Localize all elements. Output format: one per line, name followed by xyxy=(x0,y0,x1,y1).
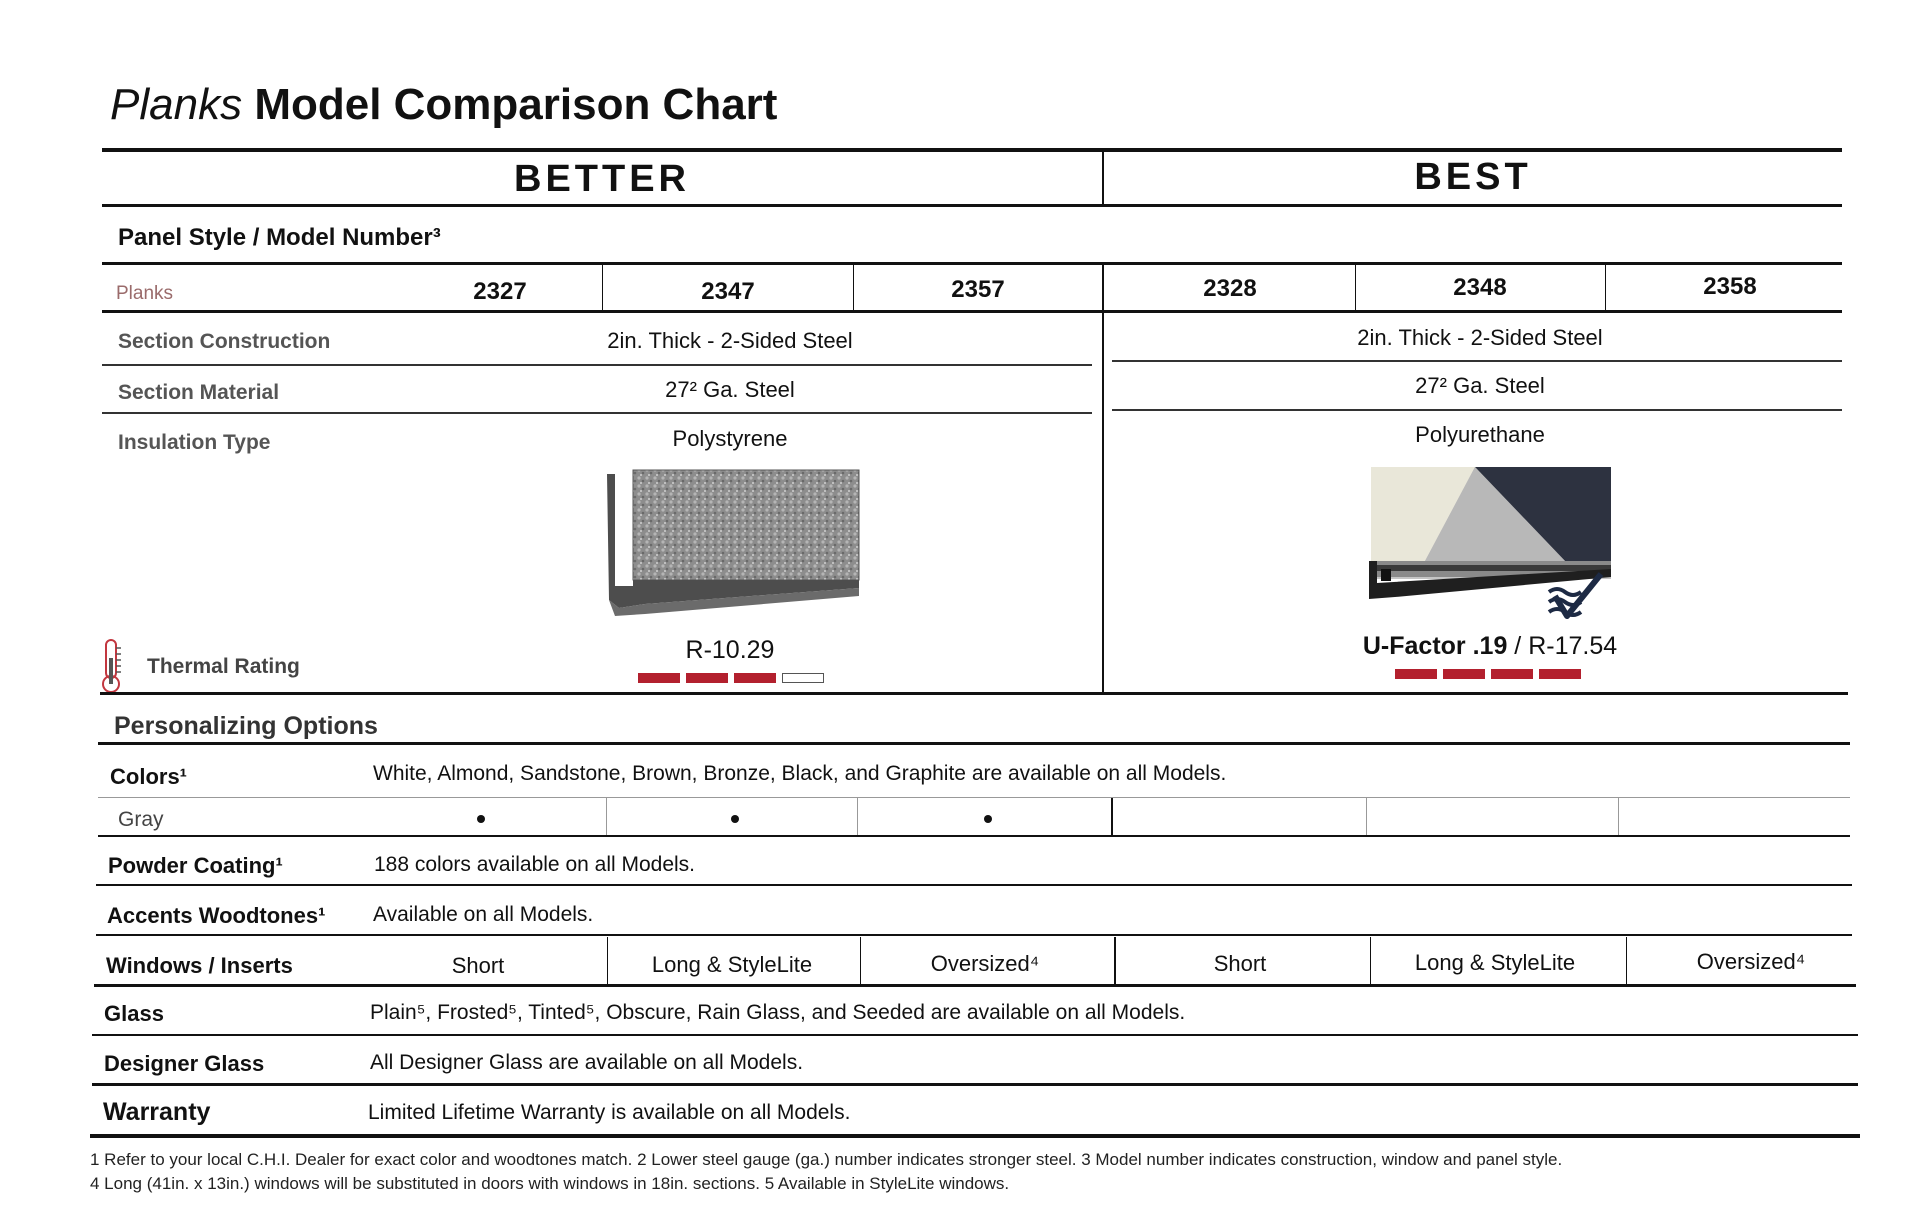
row-rule xyxy=(1112,360,1842,362)
thermal-bar xyxy=(638,673,680,683)
row-rule xyxy=(96,884,1852,886)
colors-label: Colors¹ xyxy=(110,764,187,789)
gray-divider xyxy=(1618,798,1619,836)
window-option: Long & StyleLite xyxy=(651,952,813,977)
row-rule xyxy=(1112,409,1842,411)
model-number: 2327 xyxy=(473,278,527,305)
thermal-rule xyxy=(100,692,1848,695)
thermometer-icon xyxy=(98,638,124,694)
row-rule xyxy=(96,934,1852,936)
section-material-label: Section Material xyxy=(118,381,280,404)
thermal-bar xyxy=(1539,669,1581,679)
window-divider xyxy=(1114,937,1116,984)
section-material-best: 27² Ga. Steel xyxy=(1415,373,1545,398)
thermal-bars-better xyxy=(638,673,828,685)
footnote-line-2: 4 Long (41in. x 13in.) windows will be substituted in doors with windows in 18in. sections. 5 Available in StyleLite windows. xyxy=(90,1174,1010,1193)
gray-divider xyxy=(1366,798,1367,836)
title-bold: Model Comparison Chart xyxy=(254,80,778,129)
gray-label: Gray xyxy=(118,808,164,831)
panel-style-label: Panel Style / Model Number³ xyxy=(118,224,441,251)
tier-divider xyxy=(1102,264,1104,694)
model-divider xyxy=(1605,265,1606,311)
powder-coating-text: 188 colors available on all Models. xyxy=(374,853,696,876)
bottom-rule xyxy=(90,1134,1860,1138)
window-option: Short xyxy=(1213,951,1267,976)
window-divider xyxy=(1626,937,1627,984)
panel-style-rule xyxy=(102,262,1842,265)
window-divider xyxy=(1370,937,1371,984)
u-factor: U-Factor .19 xyxy=(1362,632,1508,660)
model-number: 2347 xyxy=(701,278,755,305)
planks-label: Planks xyxy=(116,283,174,304)
thermal-bar xyxy=(686,673,728,683)
gray-divider xyxy=(1111,798,1113,836)
thermal-best-value xyxy=(1290,632,1690,661)
thermal-bars-best xyxy=(1395,669,1585,681)
polystyrene-panel-image xyxy=(605,468,861,618)
availability-dot xyxy=(731,815,739,823)
glass-text: Plain⁵, Frosted⁵, Tinted⁵, Obscure, Rain Glass, and Seeded are available on all Models. xyxy=(370,1001,1186,1024)
window-divider xyxy=(607,937,608,984)
section-construction-label: Section Construction xyxy=(118,330,331,353)
gray-divider xyxy=(606,798,607,836)
section-construction-best: 2in. Thick - 2-Sided Steel xyxy=(1357,325,1603,350)
model-number: 2357 xyxy=(951,276,1005,303)
row-rule xyxy=(92,1083,1858,1086)
thermal-rating-label: Thermal Rating xyxy=(147,655,300,678)
designer-glass-label: Designer Glass xyxy=(104,1051,265,1076)
window-divider xyxy=(860,937,861,984)
section-material-better: 27² Ga. Steel xyxy=(665,377,795,402)
tier-better: BETTER xyxy=(514,158,690,200)
tier-best: BEST xyxy=(1414,156,1532,198)
window-option: Long & StyleLite xyxy=(1414,950,1576,975)
gray-rule xyxy=(98,835,1850,837)
availability-dot xyxy=(477,815,485,823)
model-number: 2328 xyxy=(1203,275,1257,302)
warranty-label: Warranty xyxy=(103,1098,211,1126)
model-divider xyxy=(602,265,603,311)
thermal-bar xyxy=(734,673,776,683)
row-rule xyxy=(98,797,1850,798)
window-option: Short xyxy=(451,953,505,978)
thermal-bar xyxy=(1395,669,1437,679)
powder-coating-label: Powder Coating¹ xyxy=(108,853,283,878)
accents-text: Available on all Models. xyxy=(373,903,594,926)
insulation-best: Polyurethane xyxy=(1415,422,1545,447)
model-divider xyxy=(853,265,854,311)
model-number: 2358 xyxy=(1703,273,1757,300)
section-construction-better: 2in. Thick - 2-Sided Steel xyxy=(607,328,853,353)
model-rule xyxy=(102,310,1842,313)
glass-label: Glass xyxy=(104,1001,164,1026)
designer-glass-text: All Designer Glass are available on all Models. xyxy=(370,1051,804,1074)
personalizing-label: Personalizing Options xyxy=(114,712,378,740)
model-number: 2348 xyxy=(1453,274,1507,301)
availability-dot xyxy=(984,815,992,823)
row-rule xyxy=(102,364,1092,366)
thermal-better-value: R-10.29 xyxy=(685,636,775,664)
gray-divider xyxy=(857,798,858,836)
thermal-separator: / xyxy=(1507,632,1529,660)
page-title xyxy=(110,80,777,130)
row-rule xyxy=(102,412,1092,414)
tier-divider xyxy=(1102,150,1104,205)
colors-text: White, Almond, Sandstone, Brown, Bronze, Black, and Graphite are available on all Models. xyxy=(373,762,1227,785)
footnote-line-1: 1 Refer to your local C.H.I. Dealer for exact color and woodtones match. 2 Lower steel gauge (ga.) number indicates stronger steel. 3 Model number indicates construction, window and panel style. xyxy=(90,1150,1563,1169)
accents-label: Accents Woodtones¹ xyxy=(107,903,326,928)
top-rule xyxy=(102,148,1842,152)
window-option: Oversized⁴ xyxy=(930,951,1040,976)
thermal-bar xyxy=(782,673,824,683)
windows-label: Windows / Inserts xyxy=(106,953,293,978)
warranty-text: Limited Lifetime Warranty is available on all Models. xyxy=(368,1101,851,1124)
model-divider xyxy=(1355,265,1356,311)
personalizing-rule xyxy=(98,742,1850,745)
thermal-bar xyxy=(1443,669,1485,679)
thermal-bar xyxy=(1491,669,1533,679)
title-italic: Planks xyxy=(110,80,243,129)
energy-check-icon xyxy=(1545,570,1605,622)
window-option: Oversized⁴ xyxy=(1696,949,1806,974)
insulation-better: Polystyrene xyxy=(672,426,788,451)
row-rule xyxy=(92,1034,1858,1036)
insulation-type-label: Insulation Type xyxy=(118,431,271,454)
tier-rule xyxy=(102,204,1842,207)
r-value: R-17.54 xyxy=(1528,632,1618,660)
row-rule xyxy=(94,984,1856,987)
